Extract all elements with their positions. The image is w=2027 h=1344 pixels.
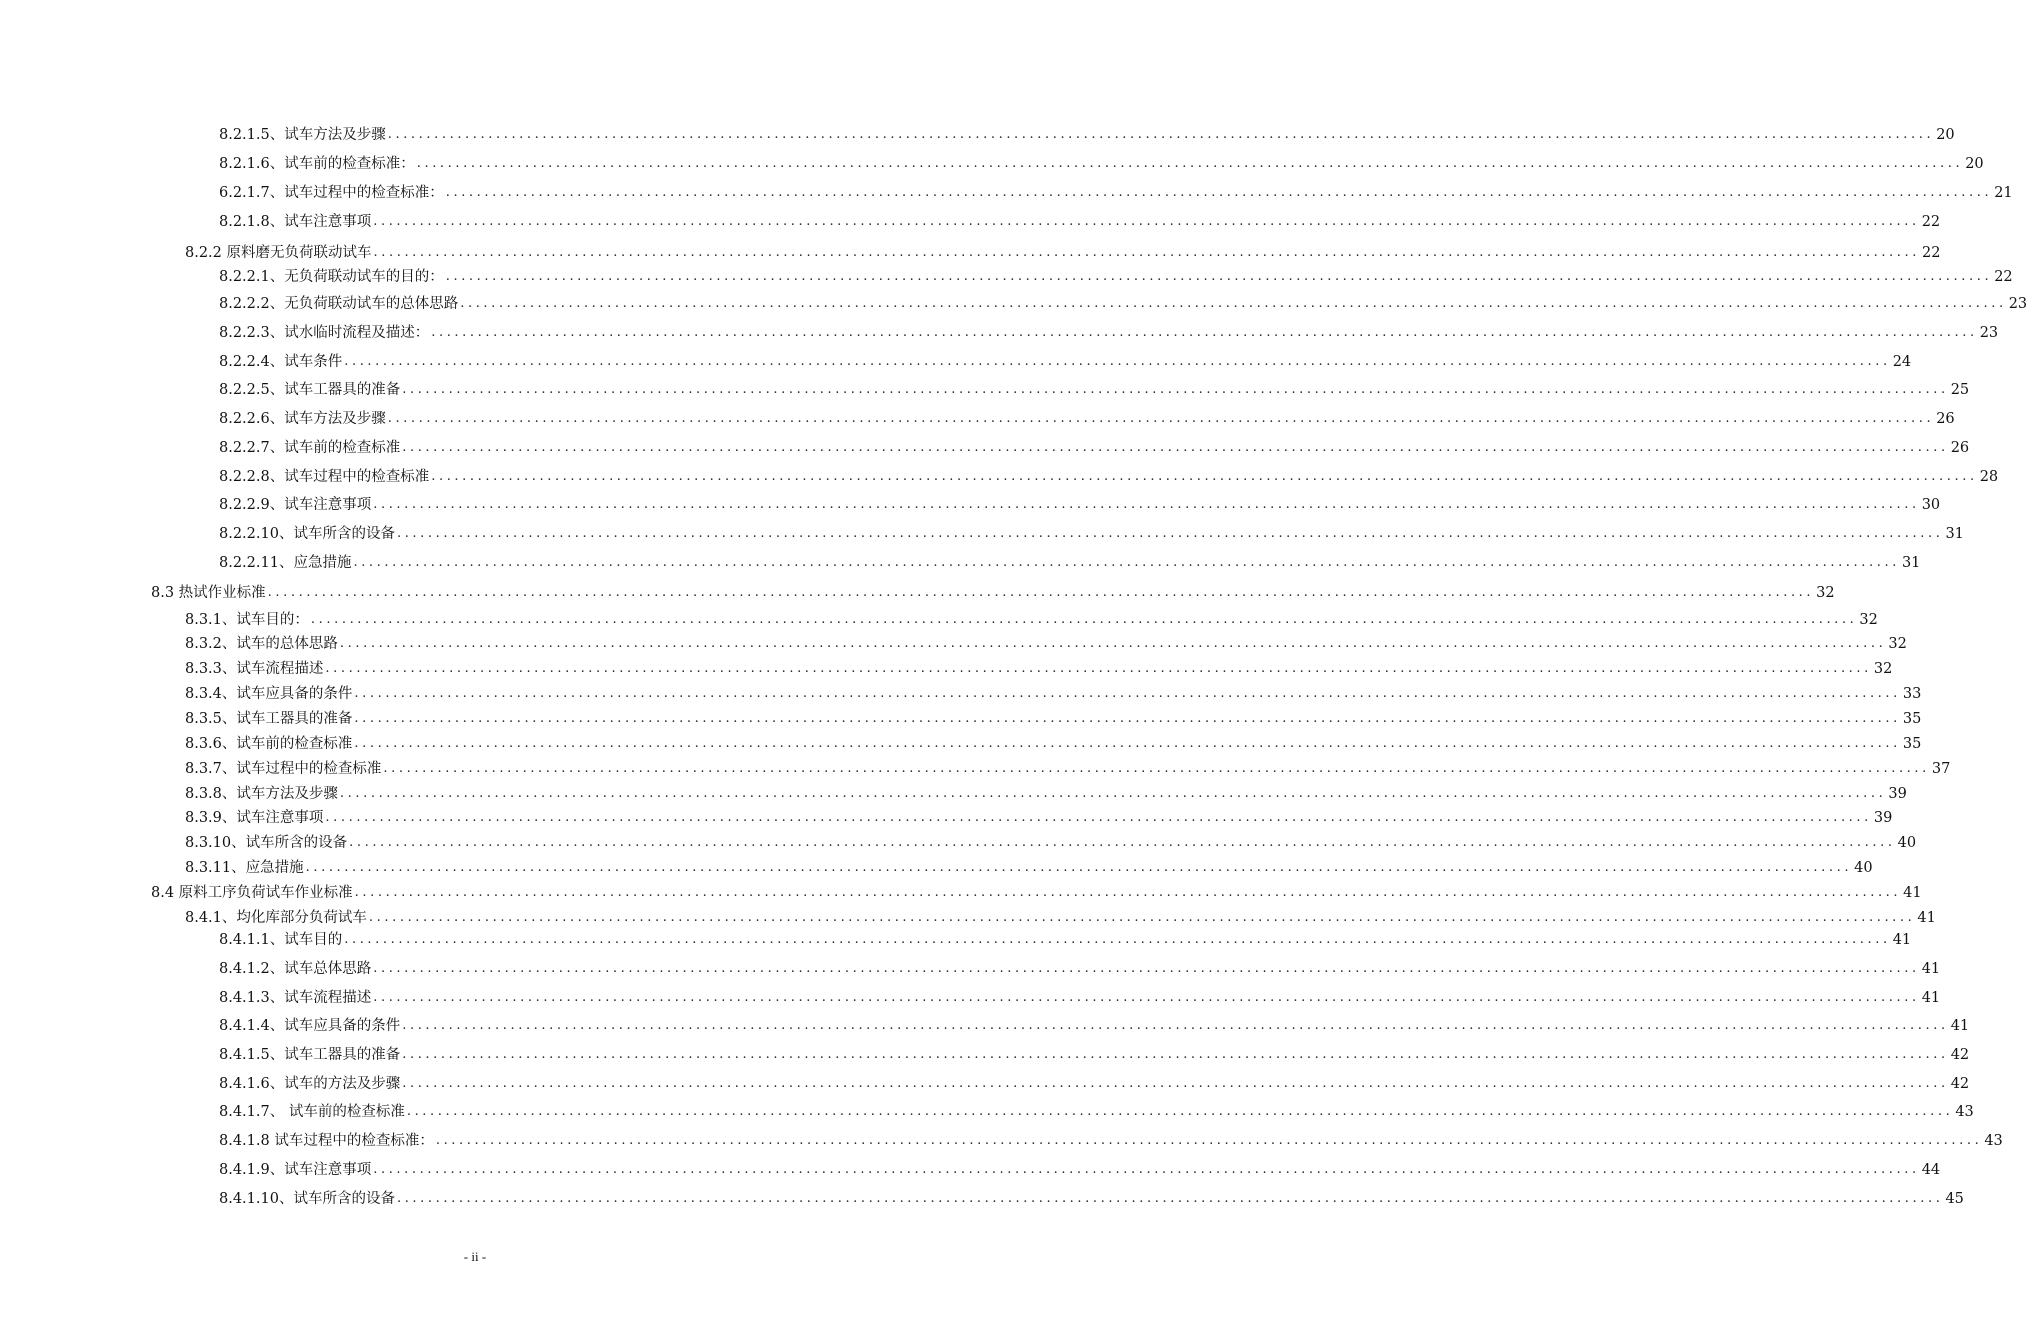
toc-entry-title: 8.2.2.7、试车前的检查标准: [219, 440, 401, 456]
toc-entry-title: 8.4.1.9、试车注意事项: [219, 1162, 372, 1178]
toc-entry-title: 8.4.1.10、试车所含的设备: [219, 1191, 395, 1207]
toc-entry-title: 8.2.2.9、试车注意事项: [219, 497, 372, 513]
toc-entry-page: 24: [1892, 354, 1912, 370]
toc-entry[interactable]: [219, 409, 1955, 429]
toc-dot-leader: ........................................................................................................................................................................................................: [339, 786, 1887, 801]
toc-dot-leader: ........................................................................................................................................................................................................: [445, 185, 1993, 200]
toc-entry-page: 26: [1950, 440, 1970, 456]
toc-entry-title: 8.2.2.5、试车工器具的准备: [219, 382, 401, 398]
toc-dot-leader: ........................................................................................................................................................................................................: [373, 1162, 1920, 1177]
toc-entry-page: 21: [1994, 185, 2013, 201]
toc-dot-leader: ........................................................................................................................................................................................................: [383, 761, 1930, 776]
toc-entry[interactable]: [185, 808, 1893, 828]
toc-entry-page: 41: [1892, 932, 1912, 948]
toc-entry[interactable]: [219, 1045, 1970, 1065]
toc-entry-page: 37: [1931, 761, 1951, 777]
toc-entry-title: 6.2.1.7、试车过程中的检查标准：: [219, 185, 444, 201]
toc-entry-page: 35: [1902, 736, 1922, 752]
toc-entry[interactable]: [185, 759, 1951, 779]
toc-dot-leader: ........................................................................................................................................................................................................: [373, 245, 1920, 260]
toc-dot-leader: ........................................................................................................................................................................................................: [373, 214, 1920, 229]
toc-entry-page: 42: [1950, 1047, 1970, 1063]
toc-dot-leader: ........................................................................................................................................................................................................: [325, 810, 1872, 825]
toc-entry[interactable]: [219, 154, 1984, 174]
toc-dot-leader: ........................................................................................................................................................................................................: [325, 661, 1872, 676]
toc-entry-title: 8.4.1.2、试车总体思路: [219, 961, 372, 977]
toc-entry-title: 8.4.1、均化库部分负荷试车: [185, 910, 367, 926]
toc-dot-leader: ........................................................................................................................................................................................................: [373, 497, 1920, 512]
toc-entry-title: 8.2.2.3、试水临时流程及描述：: [219, 325, 430, 341]
toc-entry-page: 41: [1917, 910, 1936, 926]
toc-entry[interactable]: [185, 784, 1907, 804]
toc-entry-title: 8.4.1.3、试车流程描述: [219, 990, 372, 1006]
toc-entry[interactable]: [219, 495, 1941, 515]
toc-entry-title: 8.3.11、应急措施: [185, 860, 304, 876]
toc-entry[interactable]: [219, 1160, 1941, 1180]
toc-entry-page: 32: [1888, 636, 1907, 652]
toc-entry-title: 8.3.7、试车过程中的检查标准: [185, 761, 382, 777]
toc-entry-page: 41: [1903, 885, 1922, 901]
toc-entry[interactable]: [219, 1016, 1970, 1036]
toc-entry-page: 25: [1950, 382, 1970, 398]
toc-dot-leader: ........................................................................................................................................................................................................: [353, 555, 1900, 570]
toc-entry[interactable]: [219, 294, 2027, 314]
toc-entry[interactable]: [185, 610, 1878, 630]
toc-entry-title: 8.2.1.6、试车前的检查标准：: [219, 156, 415, 172]
toc-dot-leader: ........................................................................................................................................................................................................: [349, 835, 1896, 850]
toc-entry-title: 8.2.1.5、试车方法及步骤: [219, 127, 386, 143]
toc-dot-leader: ........................................................................................................................................................................................................: [416, 156, 1964, 171]
toc-dot-leader: ........................................................................................................................................................................................................: [396, 526, 1944, 541]
toc-entry-page: 23: [2008, 296, 2027, 312]
toc-entry-page: 42: [1950, 1076, 1970, 1092]
toc-entry-title: 8.3.10、试车所含的设备: [185, 835, 348, 851]
toc-entry-title: 8.4 原料工序负荷试车作业标准: [151, 885, 353, 901]
toc-entry-title: 8.4.1.8 试车过程中的检查标准：: [219, 1133, 434, 1149]
toc-entry[interactable]: [219, 988, 1941, 1008]
toc-entry[interactable]: [185, 684, 1922, 704]
toc-entry[interactable]: [219, 183, 2013, 203]
toc-entry-page: 43: [1984, 1133, 2003, 1149]
toc-entry-title: 8.2.2.4、试车条件: [219, 354, 343, 370]
toc-entry-title: 8.2.2.11、应急措施: [219, 555, 352, 571]
toc-dot-leader: ........................................................................................................................................................................................................: [387, 411, 1935, 426]
toc-entry[interactable]: [185, 908, 1936, 928]
toc-dot-leader: ........................................................................................................................................................................................................: [267, 585, 1815, 600]
toc-dot-leader: ........................................................................................................................................................................................................: [402, 382, 1949, 397]
toc-entry[interactable]: [185, 634, 1907, 654]
toc-entry[interactable]: [219, 553, 1921, 573]
toc-dot-leader: ........................................................................................................................................................................................................: [435, 1133, 1983, 1148]
toc-entry-title: 8.2.2.1、无负荷联动试车的目的：: [219, 269, 444, 285]
toc-entry[interactable]: [219, 1074, 1970, 1094]
toc-entry[interactable]: [185, 833, 1917, 853]
toc-entry[interactable]: [151, 883, 1922, 903]
toc-entry-title: 8.3.1、试车目的：: [185, 612, 309, 628]
toc-entry[interactable]: [219, 959, 1941, 979]
toc-entry[interactable]: [219, 1102, 1974, 1122]
toc-entry[interactable]: [219, 930, 1912, 950]
toc-entry-page: 22: [1994, 269, 2013, 285]
toc-entry-title: 8.2.2.8、试车过程中的检查标准: [219, 469, 430, 485]
toc-entry[interactable]: [219, 323, 1999, 343]
toc-entry-title: 8.3.4、试车应具备的条件: [185, 686, 353, 702]
toc-entry[interactable]: [185, 734, 1922, 754]
toc-entry-title: 8.4.1.5、试车工器具的准备: [219, 1047, 401, 1063]
toc-entry[interactable]: [219, 125, 1955, 145]
toc-entry-title: 8.2.2.6、试车方法及步骤: [219, 411, 386, 427]
toc-dot-leader: ........................................................................................................................................................................................................: [344, 354, 1891, 369]
toc-entry-page: 32: [1873, 661, 1893, 677]
toc-entry-page: 33: [1902, 686, 1922, 702]
toc-dot-leader: ........................................................................................................................................................................................................: [402, 1076, 1949, 1091]
toc-entry[interactable]: [219, 438, 1970, 458]
toc-entry[interactable]: [185, 709, 1922, 729]
toc-entry-title: 8.2.2.10、试车所含的设备: [219, 526, 395, 542]
toc-dot-leader: ........................................................................................................................................................................................................: [402, 1018, 1949, 1033]
toc-dot-leader: ........................................................................................................................................................................................................: [354, 885, 1902, 900]
toc-entry[interactable]: [151, 583, 1835, 603]
toc-entry-title: 8.3.5、试车工器具的准备: [185, 711, 353, 727]
toc-dot-leader: ........................................................................................................................................................................................................: [368, 910, 1916, 925]
toc-entry-page: 20: [1965, 156, 1984, 172]
toc-entry-page: 45: [1945, 1191, 1964, 1207]
toc-dot-leader: ........................................................................................................................................................................................................: [445, 269, 1993, 284]
toc-entry-page: 39: [1888, 786, 1907, 802]
toc-entry[interactable]: [185, 243, 1941, 263]
toc-entry-page: 23: [1979, 325, 1999, 341]
toc-entry-page: 40: [1897, 835, 1917, 851]
toc-entry-title: 8.4.1.6、试车的方法及步骤: [219, 1076, 401, 1092]
toc-entry-page: 22: [1921, 245, 1941, 261]
toc-entry-title: 8.3.3、试车流程描述: [185, 661, 324, 677]
toc-entry-page: 26: [1936, 411, 1955, 427]
toc-entry-page: 44: [1921, 1162, 1941, 1178]
toc-entry-page: 40: [1854, 860, 1873, 876]
toc-entry-title: 8.3 热试作业标准: [151, 585, 266, 601]
toc-dot-leader: ........................................................................................................................................................................................................: [431, 469, 1978, 484]
toc-entry-title: 8.2.2.2、无负荷联动试车的总体思路: [219, 296, 459, 312]
toc-dot-leader: ........................................................................................................................................................................................................: [431, 325, 1978, 340]
toc-dot-leader: ........................................................................................................................................................................................................: [310, 612, 1858, 627]
toc-entry[interactable]: [219, 467, 1999, 487]
toc-dot-leader: ........................................................................................................................................................................................................: [354, 711, 1901, 726]
toc-dot-leader: ........................................................................................................................................................................................................: [373, 990, 1920, 1005]
page-number: - ii -: [463, 1249, 487, 1264]
toc-entry-title: 8.3.6、试车前的检查标准: [185, 736, 353, 752]
toc-entry[interactable]: [219, 1131, 2003, 1151]
toc-entry-title: 8.4.1.7、 试车前的检查标准: [219, 1104, 405, 1120]
toc-entry-page: 30: [1921, 497, 1941, 513]
toc-dot-leader: ........................................................................................................................................................................................................: [339, 636, 1887, 651]
toc-dot-leader: ........................................................................................................................................................................................................: [402, 440, 1949, 455]
toc-entry-title: 8.3.9、试车注意事项: [185, 810, 324, 826]
toc-entry-page: 32: [1859, 612, 1878, 628]
toc-entry-page: 41: [1950, 1018, 1970, 1034]
toc-entry-page: 41: [1921, 961, 1941, 977]
toc-entry[interactable]: [185, 858, 1873, 878]
toc-entry-page: 22: [1921, 214, 1941, 230]
toc-dot-leader: ........................................................................................................................................................................................................: [406, 1104, 1954, 1119]
toc-entry[interactable]: [185, 659, 1893, 679]
toc-dot-leader: ........................................................................................................................................................................................................: [387, 127, 1935, 142]
toc-dot-leader: ........................................................................................................................................................................................................: [344, 932, 1891, 947]
toc-entry[interactable]: [219, 352, 1912, 372]
toc-entry-page: 31: [1945, 526, 1964, 542]
toc-dot-leader: ........................................................................................................................................................................................................: [396, 1191, 1944, 1206]
toc-entry-title: 8.2.1.8、试车注意事项: [219, 214, 372, 230]
toc-entry-page: 32: [1816, 585, 1835, 601]
toc-entry[interactable]: [219, 212, 1941, 232]
toc-entry-title: 8.2.2 原料磨无负荷联动试车: [185, 245, 372, 261]
toc-entry-title: 8.3.8、试车方法及步骤: [185, 786, 338, 802]
toc-entry[interactable]: [219, 1189, 1964, 1209]
toc-entry-title: 8.4.1.1、试车目的: [219, 932, 343, 948]
toc-dot-leader: ........................................................................................................................................................................................................: [354, 686, 1901, 701]
toc-entry-page: 39: [1873, 810, 1893, 826]
toc-entry-page: 20: [1936, 127, 1955, 143]
toc-entry-page: 35: [1902, 711, 1922, 727]
toc-entry[interactable]: [219, 380, 1970, 400]
toc-entry-page: 43: [1955, 1104, 1974, 1120]
toc-entry[interactable]: [219, 267, 2013, 287]
toc-entry-title: 8.4.1.4、试车应具备的条件: [219, 1018, 401, 1034]
toc-dot-leader: ........................................................................................................................................................................................................: [373, 961, 1920, 976]
toc-dot-leader: ........................................................................................................................................................................................................: [460, 296, 2007, 311]
toc-dot-leader: ........................................................................................................................................................................................................: [305, 860, 1853, 875]
toc-entry-page: 31: [1901, 555, 1921, 571]
toc-entry-title: 8.3.2、试车的总体思路: [185, 636, 338, 652]
toc-entry[interactable]: [219, 524, 1964, 544]
toc-dot-leader: ........................................................................................................................................................................................................: [402, 1047, 1949, 1062]
toc-entry-page: 28: [1979, 469, 1999, 485]
toc-entry-page: 41: [1921, 990, 1941, 1006]
toc-dot-leader: ........................................................................................................................................................................................................: [354, 736, 1901, 751]
